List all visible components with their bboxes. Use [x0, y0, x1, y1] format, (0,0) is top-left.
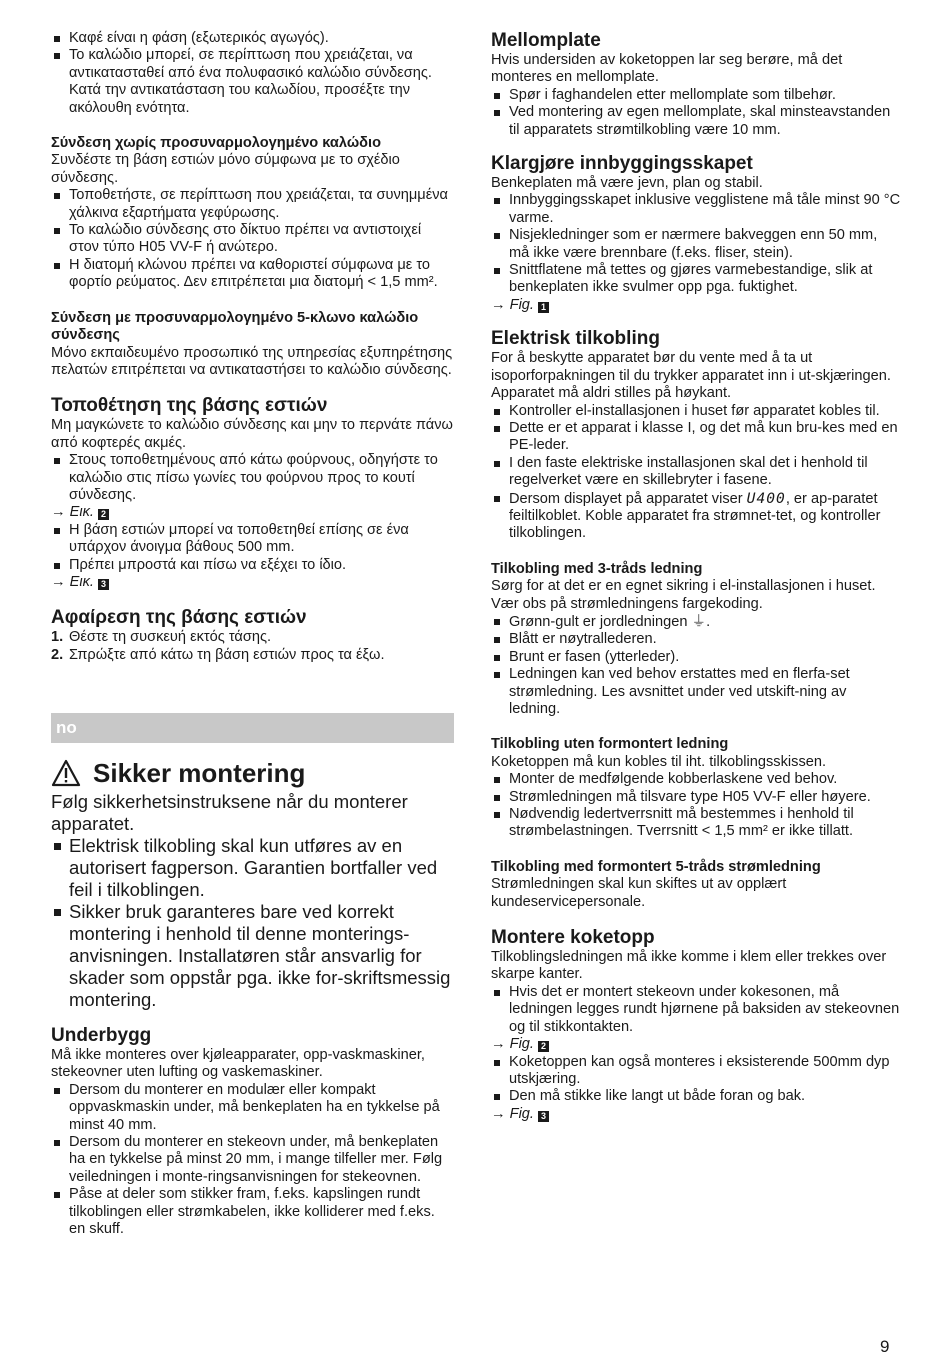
language-label: no	[56, 718, 77, 737]
list-item: Nødvendig ledertverrsnitt må bestemmes i henhold til strømbelastningen. Tverrsnitt < 1,5 mm² er ikke tillatt.	[491, 806, 901, 841]
list-item: Ved montering av egen mellomplate, skal minsteavstanden til apparatets strømtilkobling være 10 mm.	[491, 104, 901, 139]
figure-reference: → Fig. 3	[491, 1106, 901, 1123]
greek-section-list-3b	[51, 522, 454, 574]
montere-heading: Montere koketopp	[491, 927, 655, 949]
figure-number-badge: 2	[538, 1041, 549, 1052]
list-item: Påse at deler som stikker fram, f.eks. kapslingen rundt tilkoblingen eller strømkabelen, ikke kolliderer med f.eks. en skuff.	[51, 1186, 454, 1238]
earth-icon: ⏚	[691, 612, 707, 630]
list-item: Nisjekledninger som er nærmere bakveggen enn 50 mm, må ikke være brennbare (f.eks. fliser, stein).	[491, 227, 901, 262]
list-item: Grønn-gult er jordledningen ⏚.	[491, 613, 901, 631]
list-item: Dette er et apparat i klasse I, og det må kun bru-kes med en PE-leder.	[491, 420, 901, 455]
mellomplate-text: Hvis undersiden av koketoppen lar seg berøre, må det monteres en mellomplate.	[491, 52, 843, 86]
figure-number-badge: 3	[98, 579, 109, 590]
list-item: Το καλώδιο σύνδεσης στο δίκτυο πρέπει να αντιστοιχεί στον τύπο H05 VV-F ή ανώτερο.	[51, 222, 454, 257]
tilkobling-3-text-2: Vær obs på strømledningens fargekoding.	[491, 595, 763, 612]
tilkobling-uten-heading: Tilkobling uten formontert ledning	[491, 736, 729, 753]
list-item: Τοποθετήστε, σε περίπτωση που χρειάζεται, τα συνημμένα χάλκινα εξαρτήματα γεφύρωσης.	[51, 187, 454, 222]
greek-section-heading-4: Αφαίρεση της βάσης εστιών	[51, 607, 307, 629]
greek-section-text-1: Συνδέστε τη βάση εστιών μόνο σύμφωνα με το σχέδιο σύνδεσης.	[51, 152, 400, 186]
tilkobling-uten-list	[491, 771, 901, 841]
greek-section-heading-3: Τοποθέτηση της βάσης εστιών	[51, 395, 328, 417]
list-item: Dersom displayet på apparatet viser U400, er ap-paratet feiltilkoblet. Koble apparatet fra strømnet-tet, og kontroller tilkoblingen.	[491, 490, 901, 543]
tilkobling-3-list	[491, 613, 901, 718]
figure-reference: → Fig. 2	[491, 1036, 901, 1053]
language-bar	[51, 713, 454, 743]
list-item: Το καλώδιο μπορεί, σε περίπτωση που χρειάζεται, να αντικατασταθεί από ένα πολυφασικό καλώδιο σύνδεσης. Κατά την αντικατάσταση του καλωδίου, προσέξτε την ακόλουθη ενότητα.	[51, 47, 454, 117]
list-item: Innbyggingsskapet inklusive vegglistene må tåle minst 90 °C varme.	[491, 192, 901, 227]
figure-reference: → Εικ. 3	[51, 574, 454, 591]
list-item: Monter de medfølgende kobberlaskene ved behov.	[491, 771, 901, 788]
greek-section-text-2: Μόνο εκπαιδευμένο προσωπικό της υπηρεσίας εξυπηρέτησης πελατών επιτρέπεται να αντικαταστήσει το καλώδιο σύνδεσης.	[51, 344, 453, 378]
right-column	[491, 30, 901, 1123]
greek-section-heading-2: Σύνδεση με προσυναρμολογημένο 5-κλωνο καλώδιο σύνδεσης	[51, 309, 419, 344]
figure-number-badge: 3	[538, 1111, 549, 1122]
list-item: Sikker bruk garanteres bare ved korrekt montering i henhold til denne monterings-anvisningen. Installatøren står ansvarlig for skader som oppstår pga. ikke for-skriftsmessig montering.	[51, 901, 454, 1011]
list-item: 2. Σπρώξτε από κάτω τη βάση εστιών προς τα έξω.	[51, 646, 385, 663]
underbygg-heading: Underbygg	[51, 1025, 152, 1046]
left-column-norwegian	[51, 758, 454, 1238]
main-safety-list	[51, 835, 454, 1011]
figure-reference: → Εικ. 2	[51, 504, 454, 521]
greek-intro-list	[51, 30, 454, 117]
elektrisk-text: For å beskytte apparatet bør du vente med å ta ut isoporforpakningen til du trykker apparatet inn i ut-skjæringen. Apparatet må aldri stilles på høykant.	[491, 350, 891, 402]
greek-steps-list	[51, 629, 454, 664]
greek-section-heading-1: Σύνδεση χωρίς προσυναρμολογημένο καλώδιο	[51, 135, 381, 152]
list-item: Ledningen kan ved behov erstattes med en flerfa-set strømledning. Les avsnittet under ved utskift-ning av ledning.	[491, 666, 901, 718]
list-item: Koketoppen kan også monteres i eksisterende 500mm dyp utskjæring.	[491, 1054, 901, 1089]
figure-number-badge: 1	[538, 302, 549, 313]
list-item: Καφέ είναι η φάση (εξωτερικός αγωγός).	[51, 30, 454, 47]
list-item: Blått er nøytrallederen.	[491, 631, 901, 648]
tilkobling-5-text: Strømledningen skal kun skiftes ut av opplært kundeservicepersonale.	[491, 876, 787, 910]
display-code: U400	[746, 489, 786, 507]
tilkobling-3-heading: Tilkobling med 3-tråds ledning	[491, 560, 703, 577]
list-item: 1. Θέστε τη συσκευή εκτός τάσης.	[51, 629, 272, 646]
list-item: Hvis det er montert stekeovn under kokesonen, må ledningen legges rundt hjørnene på baksiden av stekeovnen og til stikkontakten.	[491, 984, 901, 1036]
list-item: Brunt er fasen (ytterleder).	[491, 649, 901, 666]
greek-section-text-3: Μη μαγκώνετε το καλώδιο σύνδεσης και μην το περνάτε πάνω από κοφτερές ακμές.	[51, 417, 453, 451]
list-item: Spør i faghandelen etter mellomplate som tilbehør.	[491, 87, 901, 104]
list-item: Η βάση εστιών μπορεί να τοποθετηθεί επίσης σε ένα υπάρχον άνοιγμα βάθους 500 mm.	[51, 522, 454, 557]
left-column	[51, 30, 454, 664]
montere-text: Tilkoblingsledningen må ikke komme i klem eller trekkes over skarpe kanter.	[491, 949, 887, 983]
mellomplate-list	[491, 87, 901, 139]
list-item: Dersom du monterer en stekeovn under, må benkeplaten ha en tykkelse på minst 20 mm, i mange tilfeller mer. Følg veiledningen i monte-ringsanvisningen for stekeovnen.	[51, 1134, 454, 1186]
list-item: I den faste elektriske installasjonen skal det i henhold til regelverket være en skillebryter i fasene.	[491, 455, 901, 490]
greek-section-list-3a	[51, 452, 454, 504]
montere-list-b	[491, 1054, 901, 1106]
tilkobling-5-heading: Tilkobling med formontert 5-tråds strømledning	[491, 858, 821, 875]
list-item: Στους τοποθετημένους από κάτω φούρνους, οδηγήστε το καλώδιο στις πίσω γωνίες του φούρνου προς το κουτί σύνδεσης.	[51, 452, 454, 504]
figure-reference: → Fig. 1	[491, 297, 901, 314]
list-item: Den må stikke like langt ut både foran og bak.	[491, 1088, 901, 1105]
list-item: Dersom du monterer en modulær eller kompakt oppvaskmaskin under, må benkeplaten ha en tykkelse på minst 40 mm.	[51, 1082, 454, 1134]
tilkobling-uten-text: Koketoppen må kun kobles til iht. tilkoblingsskissen.	[491, 753, 827, 770]
klargjore-text: Benkeplaten må være jevn, plan og stabil.	[491, 175, 763, 192]
greek-section-list-1	[51, 187, 454, 291]
warning-icon	[51, 759, 81, 787]
klargjore-heading: Klargjøre innbyggingsskapet	[491, 153, 753, 175]
figure-number-badge: 2	[98, 509, 109, 520]
main-intro: Følg sikkerhetsinstruksene når du monterer apparatet.	[51, 791, 408, 834]
underbygg-list	[51, 1082, 454, 1239]
elektrisk-heading: Elektrisk tilkobling	[491, 328, 660, 350]
tilkobling-3-text-1: Sørg for at det er en egnet sikring i el-installasjonen i huset.	[491, 578, 876, 595]
klargjore-list	[491, 192, 901, 296]
montere-list-a	[491, 984, 901, 1036]
underbygg-text: Må ikke monteres over kjøleapparater, opp-vaskmaskiner, stekeovner uten lufting og vaskemaskiner.	[51, 1047, 425, 1081]
list-item: Strømledningen må tilsvare type H05 VV-F eller høyere.	[491, 789, 901, 806]
elektrisk-list	[491, 403, 901, 543]
main-title: Sikker montering	[51, 758, 454, 788]
list-item: Kontroller el-installasjonen i huset før apparatet kobles til.	[491, 403, 901, 420]
list-item: Snittflatene må tettes og gjøres varmebestandige, slik at benkeplaten ikke svulmer opp pga. fuktighet.	[491, 262, 901, 297]
list-item: Η διατομή κλώνου πρέπει να καθοριστεί σύμφωνα με το φορτίο ρεύματος. Δεν επιτρέπεται μια διατομή < 1,5 mm².	[51, 257, 454, 292]
list-item: Elektrisk tilkobling skal kun utføres av en autorisert fagperson. Garantien bortfaller ved feil i tilkoblingen.	[51, 835, 454, 901]
page-number: 9	[880, 1337, 890, 1356]
mellomplate-heading: Mellomplate	[491, 30, 601, 51]
list-item: Πρέπει μπροστά και πίσω να εξέχει το ίδιο.	[51, 557, 454, 574]
